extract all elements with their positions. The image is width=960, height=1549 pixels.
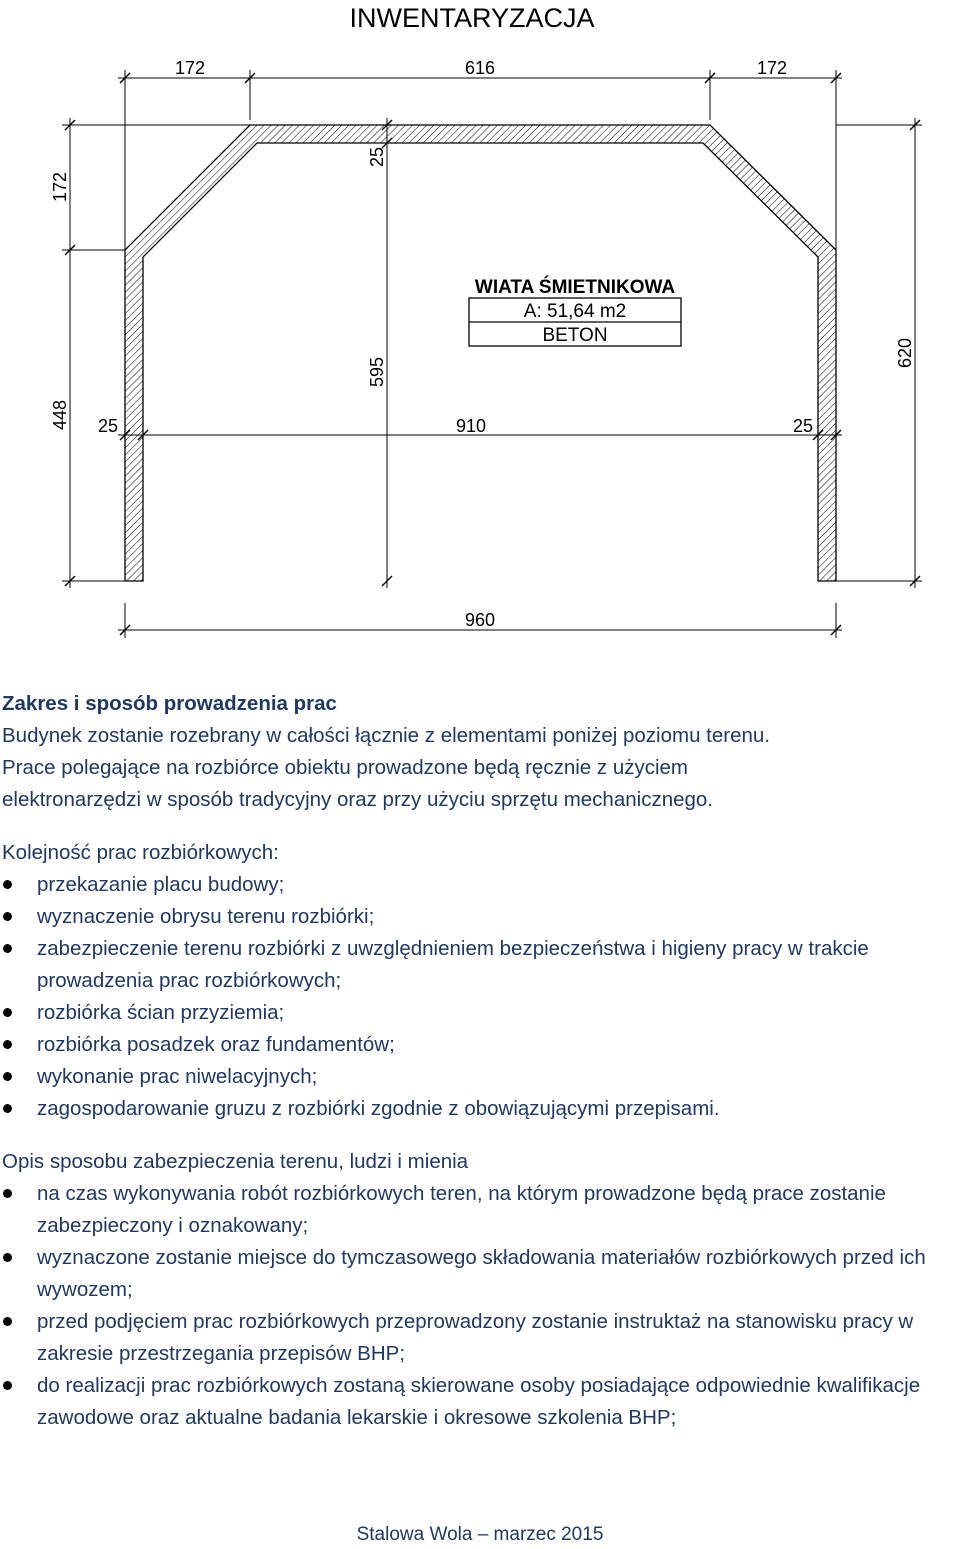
list-item: przekazanie placu budowy; <box>0 869 960 901</box>
floor-plan-drawing <box>0 0 960 660</box>
safety-list <box>0 1178 960 1434</box>
list-item: rozbiórka posadzek oraz fundamentów; <box>0 1029 960 1061</box>
description-text <box>0 688 960 1434</box>
dim-top-right: 172 <box>756 58 788 78</box>
left-dimension <box>50 118 250 588</box>
dim-inner-width: 910 <box>455 416 487 436</box>
dim-top-left: 172 <box>174 58 206 78</box>
section-heading-safety: Opis sposobu zabezpieczenia terenu, ludzi i mienia <box>2 1150 469 1173</box>
room-area: A: 51,64 m2 <box>523 301 627 322</box>
bottom-dimension <box>118 603 842 638</box>
dim-wall-top: 25 <box>367 146 387 168</box>
list-item: do realizacji prac rozbiórkowych zostaną skierowane osoby posiadające odpowiednie kwalifikacje zawodowe oraz aktualne badania lekarskie i okresowe szkolenia BHP; <box>0 1370 960 1434</box>
list-item: wyznaczenie obrysu terenu rozbiórki; <box>0 901 960 933</box>
list-item: przed podjęciem prac rozbiórkowych przeprowadzony zostanie instruktaż na stanowisku pracy w zakresie przestrzegania przepisów BHP; <box>0 1306 960 1370</box>
dim-inner-height: 595 <box>367 356 387 388</box>
list-item: na czas wykonywania robót rozbiórkowych teren, na którym prowadzone będą prace zostanie zabezpieczony i oznakowany; <box>0 1178 960 1242</box>
list-item: wykonanie prac niwelacyjnych; <box>0 1061 960 1093</box>
order-list <box>0 869 960 1125</box>
dim-left-upper: 172 <box>50 171 70 203</box>
scope-line: Budynek zostanie rozebrany w całości łącznie z elementami poniżej poziomu terenu. <box>2 724 771 747</box>
drawing-title: INWENTARYZACJA <box>349 3 595 33</box>
room-name: WIATA ŚMIETNIKOWA <box>474 277 676 298</box>
footer-text: Stalowa Wola – marzec 2015 <box>356 1524 604 1545</box>
list-item: rozbiórka ścian przyziemia; <box>0 997 960 1029</box>
scope-line: Prace polegające na rozbiórce obiektu prowadzone będą ręcznie z użyciem <box>2 756 689 779</box>
list-item: wyznaczone zostanie miejsce do tymczasowego składowania materiałów rozbiórkowych przed ich wywozem; <box>0 1242 960 1306</box>
dim-top-middle: 616 <box>464 58 496 78</box>
inner-width-dimension <box>98 416 842 440</box>
dim-wall-right: 25 <box>792 416 814 436</box>
room-material: BETON <box>542 325 608 346</box>
section-heading-scope: Zakres i sposób prowadzenia prac <box>2 692 337 715</box>
dim-bottom: 960 <box>464 610 496 630</box>
room-label <box>469 276 681 346</box>
right-dimension <box>836 118 922 588</box>
section-heading-order: Kolejność prac rozbiórkowych: <box>2 841 279 864</box>
wall-outline <box>125 125 836 581</box>
scope-line: elektronarzędzi w sposób tradycyjny oraz przy użyciu sprzętu mechanicznego. <box>2 788 713 811</box>
list-item: zagospodarowanie gruzu z rozbiórki zgodnie z obowiązującymi przepisami. <box>0 1093 960 1125</box>
dim-left-lower: 448 <box>50 399 70 431</box>
dim-right: 620 <box>895 337 915 369</box>
list-item: zabezpieczenie terenu rozbiórki z uwzględnieniem bezpieczeństwa i higieny pracy w trakcie prowadzenia prac rozbiórkowych; <box>0 933 960 997</box>
inner-height-dimension <box>367 118 392 588</box>
dim-wall-left: 25 <box>97 416 119 436</box>
